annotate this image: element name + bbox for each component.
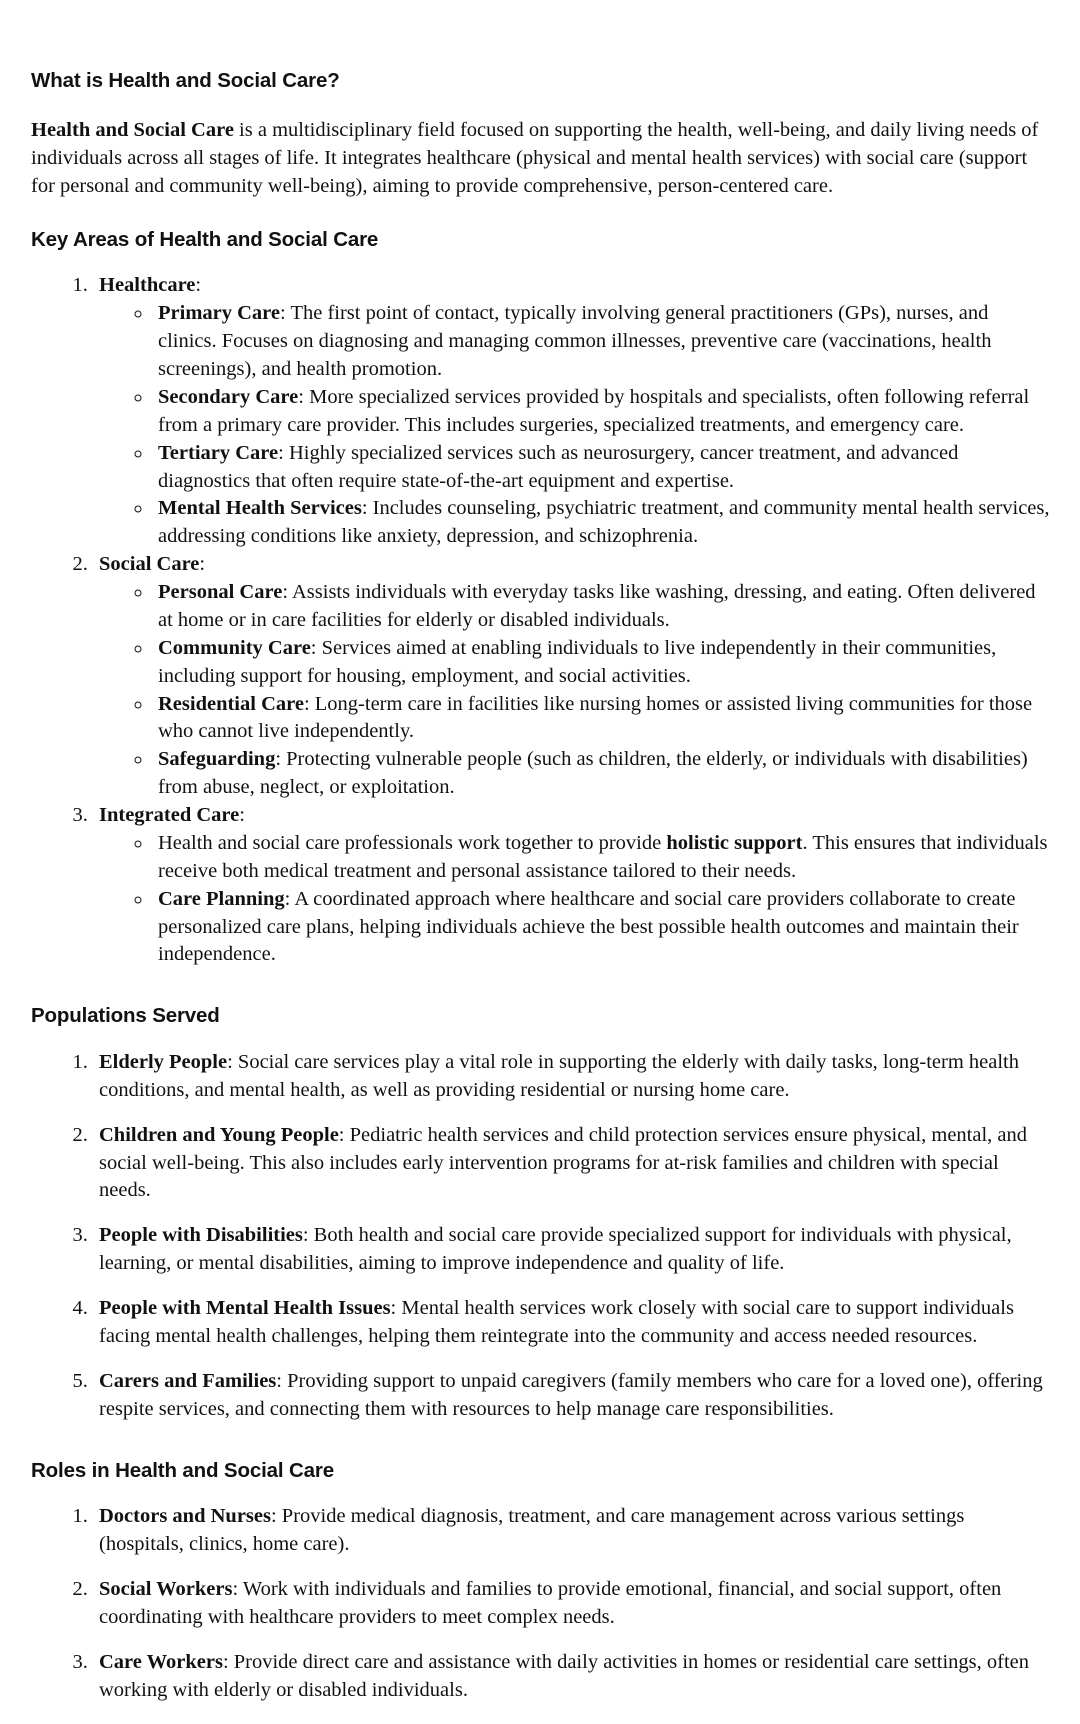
list-item bbox=[153, 495, 1050, 551]
list-item bbox=[153, 886, 1050, 970]
sub-item-text: : Includes counseling, psychiatric treatment, and community mental health services, addressing conditions like anxiety, depression, and schizophrenia. bbox=[158, 497, 1050, 548]
list-item bbox=[93, 802, 1050, 969]
list-item bbox=[93, 1368, 1050, 1424]
page-title-block bbox=[31, 68, 1050, 94]
list-item bbox=[93, 1049, 1050, 1105]
list-item bbox=[153, 384, 1050, 440]
list-item-label: Integrated Care bbox=[99, 804, 240, 827]
list-item-label: People with Mental Health Issues bbox=[99, 1297, 391, 1320]
sub-item-text-pre: Health and social care professionals work together to provide bbox=[158, 831, 667, 854]
populations-served-list bbox=[31, 1049, 1050, 1424]
list-item bbox=[93, 1503, 1050, 1559]
list-item bbox=[93, 1295, 1050, 1351]
section-roles bbox=[31, 1458, 1050, 1705]
list-item-label: People with Disabilities bbox=[99, 1224, 303, 1247]
sub-item-text: : A coordinated approach where healthcare and social care providers collaborate to create personalized care plans, helping individuals achieve the best possible health outcomes and maintain their independence. bbox=[158, 887, 1019, 966]
list-item bbox=[153, 635, 1050, 691]
sub-item-label: Tertiary Care bbox=[158, 441, 279, 464]
list-item-suffix: : bbox=[195, 274, 202, 297]
list-item-text: : Social care services play a vital role in supporting the elderly with daily tasks, long-term health conditions, and mental health, as well as providing residential or nursing home care. bbox=[99, 1050, 1019, 1101]
list-item-label: Elderly People bbox=[99, 1050, 228, 1073]
section-populations-served bbox=[31, 1003, 1050, 1423]
list-item-text: : Provide direct care and assistance with daily activities in homes or residential care settings, often working with elderly or disabled individuals. bbox=[99, 1650, 1030, 1701]
list-item bbox=[93, 1576, 1050, 1632]
roles-list bbox=[31, 1503, 1050, 1704]
section-heading-block bbox=[31, 227, 1050, 253]
list-item-suffix: : bbox=[239, 804, 245, 827]
list-item-label: Social Care bbox=[99, 553, 200, 576]
list-item-text: : Pediatric health services and child protection services ensure physical, mental, and social well-being. This also includes early intervention programs for at-risk families and children with special needs. bbox=[99, 1123, 1028, 1202]
list-item bbox=[93, 1649, 1050, 1705]
section-gap bbox=[31, 969, 1050, 1003]
key-areas-list bbox=[31, 272, 1050, 969]
integrated-care-sublist bbox=[99, 830, 1050, 969]
list-item bbox=[93, 1122, 1050, 1206]
sub-item-label: Residential Care bbox=[158, 692, 304, 715]
list-item bbox=[153, 746, 1050, 802]
section-heading-key-areas: Key Areas of Health and Social Care bbox=[31, 227, 379, 251]
list-item bbox=[153, 579, 1050, 635]
list-item-text: : Both health and social care provide specialized support for individuals with physical, learning, or mental disabilities, aiming to improve independence and quality of life. bbox=[99, 1224, 1012, 1275]
section-gap bbox=[31, 1424, 1050, 1458]
section-heading-block bbox=[31, 1003, 1050, 1029]
sub-item-label: Care Planning bbox=[158, 887, 285, 910]
sub-item-text: : Long-term care in facilities like nursing homes or assisted living communities for those who cannot live independently. bbox=[158, 692, 1033, 743]
healthcare-sublist bbox=[99, 300, 1050, 551]
intro-body-text: is a multidisciplinary field focused on supporting the health, well-being, and daily living needs of individuals across all stages of life. It integrates healthcare (physical and mental health services) with social care (support for personal and community well-being), aiming to provide comprehensive, person-centered care. bbox=[31, 118, 1039, 197]
list-item-label: Doctors and Nurses bbox=[99, 1505, 271, 1528]
list-item-text: : Providing support to unpaid caregivers (family members who care for a loved one), offering respite services, and connecting them with resources to help manage care responsibilities. bbox=[99, 1369, 1043, 1420]
list-item-label: Social Workers bbox=[99, 1577, 233, 1600]
sub-item-text: : Services aimed at enabling individuals to live independently in their communities, including support for housing, employment, and social activities. bbox=[158, 636, 997, 687]
list-item-label: Care Workers bbox=[99, 1650, 223, 1673]
sub-item-text: : The first point of contact, typically involving general practitioners (GPs), nurses, and clinics. Focuses on diagnosing and managing common illnesses, preventive care (vaccinations, health screenings), and health promotion. bbox=[158, 302, 992, 381]
list-item-suffix: : bbox=[199, 553, 206, 576]
list-item-text: : Work with individuals and families to provide emotional, financial, and social support, often coordinating with healthcare providers to meet complex needs. bbox=[99, 1577, 1002, 1628]
sub-item-text: : Assists individuals with everyday tasks like washing, dressing, and eating. Often delivered at home or in care facilities for elderly or disabled individuals. bbox=[158, 581, 1036, 631]
sub-item-text: : More specialized services provided by hospitals and specialists, often following referral from a primary care provider. This includes surgeries, specialized treatments, and emergency care. bbox=[158, 385, 1030, 436]
list-item-label: Healthcare bbox=[99, 274, 196, 297]
section-heading-roles: Roles in Health and Social Care bbox=[31, 1458, 334, 1482]
sub-item-text-post: . This ensures that individuals receive both medical treatment and personal assistance tailored to their needs. bbox=[158, 831, 1048, 882]
sub-item-label: Community Care bbox=[158, 636, 311, 659]
section-heading-populations-served: Populations Served bbox=[31, 1004, 220, 1028]
list-item bbox=[153, 300, 1050, 384]
sub-item-label: Safeguarding bbox=[158, 748, 276, 771]
sub-item-label: Mental Health Services bbox=[158, 497, 362, 520]
sub-item-label: Primary Care bbox=[158, 302, 280, 325]
sub-item-label: Personal Care bbox=[158, 581, 283, 604]
list-item bbox=[153, 830, 1050, 886]
list-item-label: Children and Young People bbox=[99, 1123, 339, 1146]
page-title: What is Health and Social Care? bbox=[31, 69, 340, 92]
list-item-text: : Provide medical diagnosis, treatment, and care management across various settings (hospitals, clinics, home care). bbox=[99, 1505, 965, 1556]
intro-lead-term: Health and Social Care bbox=[31, 118, 234, 141]
list-item bbox=[153, 440, 1050, 496]
list-item-label: Carers and Families bbox=[99, 1369, 277, 1392]
sub-item-text: : Protecting vulnerable people (such as children, the elderly, or individuals with disabilities) from abuse, neglect, or exploitation. bbox=[158, 748, 1028, 799]
list-item bbox=[93, 272, 1050, 551]
list-item bbox=[93, 551, 1050, 802]
list-item bbox=[93, 1222, 1050, 1278]
section-key-areas bbox=[31, 227, 1050, 970]
list-item-text: : Mental health services work closely with social care to support individuals facing mental health challenges, helping them reintegrate into the community and access needed resources. bbox=[99, 1297, 1014, 1347]
social-care-sublist bbox=[99, 579, 1050, 802]
section-heading-block bbox=[31, 1458, 1050, 1484]
list-item bbox=[153, 691, 1050, 747]
sub-item-emphasis: holistic support bbox=[666, 831, 803, 854]
sub-item-label: Secondary Care bbox=[158, 385, 299, 408]
intro-paragraph bbox=[31, 116, 1050, 200]
sub-item-text: : Highly specialized services such as neurosurgery, cancer treatment, and advanced diagnostics that often require state-of-the-art equipment and expertise. bbox=[158, 441, 959, 492]
